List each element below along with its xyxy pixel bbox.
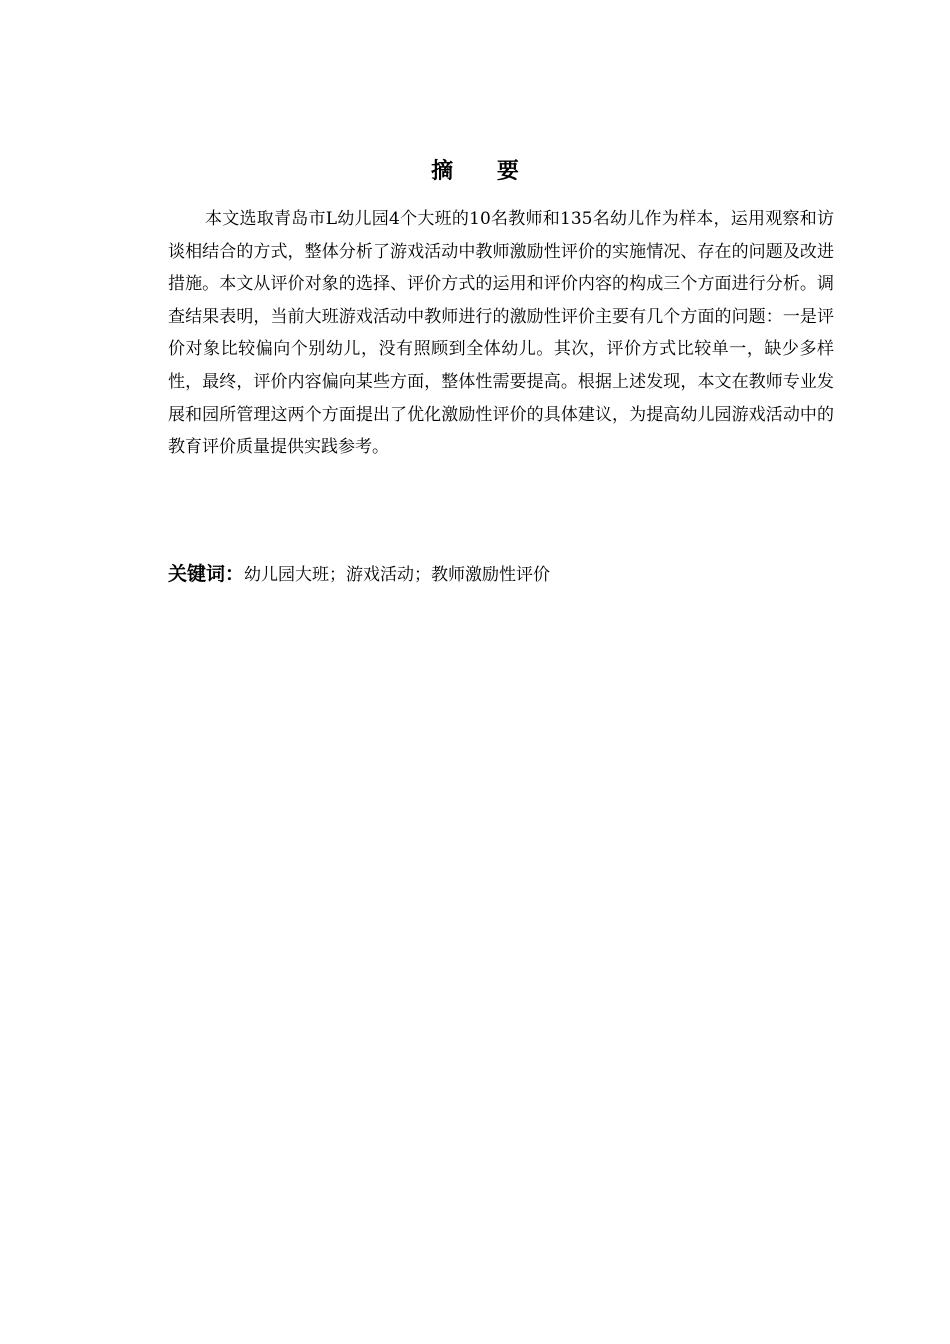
keywords-value: 幼儿园大班；游戏活动；教师激励性评价 xyxy=(244,565,551,585)
abstract-body: 本文选取青岛市L幼儿园4个大班的10名教师和135名幼儿作为样本，运用观察和访谈相结合的方式，整体分析了游戏活动中教师激励性评价的实施情况、存在的问题及改进措施。本文从评价对象的选择、评价方式的运用和评价内容的构成三个方面进行分析。调查结果表明，当前大班游戏活动中教师进行的激励性评价主要有几个方面的问题：一是评价对象比较偏向个别幼儿，没有照顾到全体幼儿。其次，评价方式比较单一，缺少多样性，最终，评价内容偏向某些方面，整体性需要提高。根据上述发现，本文在教师专业发展和园所管理这两个方面提出了优化激励性评价的具体建议，为提高幼儿园游戏活动中的教育评价质量提供实践参考。 xyxy=(168,209,834,458)
keywords-line xyxy=(168,560,834,590)
abstract-title: 摘 要 xyxy=(431,158,537,184)
keywords-label: 关键词： xyxy=(168,563,245,585)
